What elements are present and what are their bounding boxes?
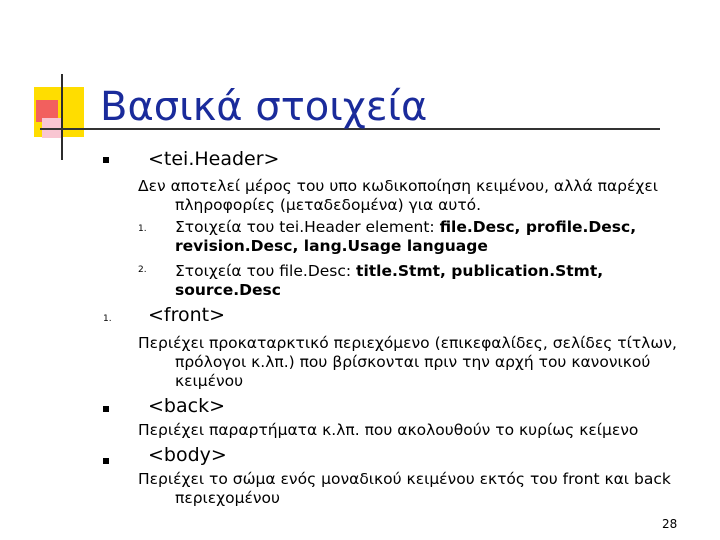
subitem-line xyxy=(175,218,636,237)
item-desc-line: πληροφορίες (μεταδεδομένα) για αυτό. xyxy=(175,196,482,214)
item-tag-body: <body> xyxy=(148,444,227,466)
item-desc-line: Δεν αποτελεί μέρος του υπο κωδικοποίηση κειμένου, αλλά παρέχει xyxy=(138,177,658,195)
item-tag-back: <back> xyxy=(148,395,225,417)
subitem-bold-text: revision.Desc, lang.Usage language xyxy=(175,237,488,255)
item-desc-line: Περιέχει παραρτήματα κ.λπ. που ακολουθούν το κυρίως κείμενο xyxy=(138,421,639,439)
bullet-square-icon xyxy=(103,402,109,415)
item-number: 1. xyxy=(103,314,112,324)
subitem-text: Στοιχεία του file.Desc: xyxy=(175,262,357,280)
item-tag-teiheader: <tei.Header> xyxy=(148,148,280,170)
item-desc-line: κειμένου xyxy=(175,372,244,390)
subitem-bold-text: file.Desc, profile.Desc, xyxy=(439,218,637,236)
subitem-line xyxy=(175,262,603,281)
slide-title: Βασικά στοιχεία xyxy=(100,84,428,130)
bullet-square-icon xyxy=(103,454,109,467)
subitem-text: Στοιχεία του tei.Header element: xyxy=(175,218,440,236)
item-tag-front: <front> xyxy=(148,304,226,326)
sub-number: 1. xyxy=(138,224,147,234)
bullet-square-icon xyxy=(103,153,109,166)
item-desc-line: περιεχομένου xyxy=(175,489,280,507)
subitem-line xyxy=(175,281,281,300)
subitem-bold-text: source.Desc xyxy=(175,281,281,299)
decor-vertical-line xyxy=(61,74,63,160)
subitem-line xyxy=(175,237,488,256)
item-desc-line: Περιέχει το σώμα ενός μοναδικού κειμένου εκτός του front και back xyxy=(138,470,671,488)
page-number: 28 xyxy=(662,517,678,531)
item-desc-line: Περιέχει προκαταρκτικό περιεχόμενο (επικεφαλίδες, σελίδες τίτλων, xyxy=(138,334,677,352)
item-desc-line: πρόλογοι κ.λπ.) που βρίσκονται πριν την αρχή του κανονικού xyxy=(175,353,651,371)
subitem-bold-text: title.Stmt, publication.Stmt, xyxy=(356,262,604,280)
sub-number: 2. xyxy=(138,265,147,275)
